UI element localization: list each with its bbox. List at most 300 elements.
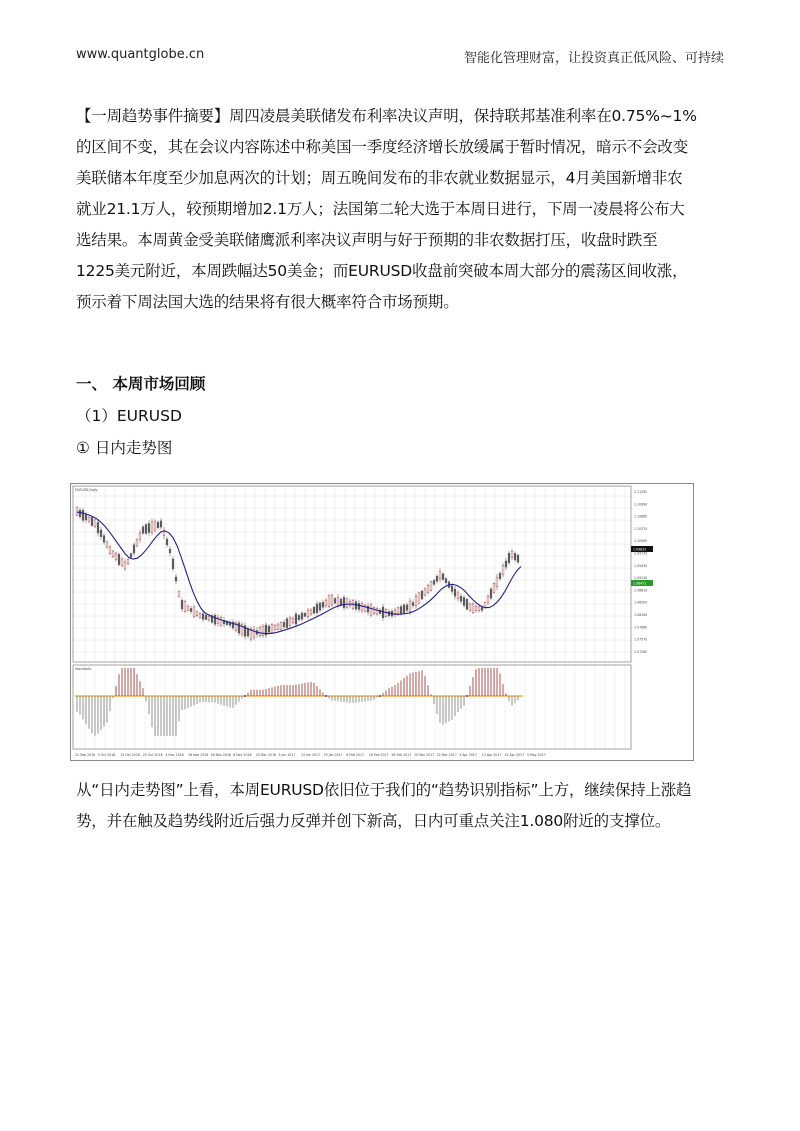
histogram-bar: [506, 693, 507, 696]
candle-body: [205, 615, 207, 619]
histogram-bar: [173, 696, 174, 736]
candle-body: [433, 580, 435, 584]
candle-body: [274, 625, 276, 629]
date-axis-label: 6 Feb 2017: [346, 753, 365, 757]
histogram-bar: [131, 668, 132, 696]
histogram-bar: [233, 696, 234, 708]
candle-body: [310, 610, 312, 614]
candle-body: [475, 607, 477, 611]
histogram-bar: [113, 696, 114, 698]
candle-body: [196, 612, 198, 615]
candle-body: [127, 560, 129, 564]
candle-body: [409, 601, 411, 612]
histogram-bar: [482, 668, 483, 696]
histogram-bar: [179, 696, 180, 721]
candle-body: [202, 614, 204, 619]
histogram-bar: [461, 696, 462, 709]
histogram-bar: [389, 688, 390, 696]
histogram-bar: [371, 696, 372, 701]
candle-body: [307, 610, 309, 617]
histogram-bar: [122, 668, 123, 696]
candle-body: [79, 510, 81, 517]
candle-body: [358, 603, 360, 609]
candle-body: [151, 522, 153, 532]
current-price-tag: 1.09833: [633, 547, 647, 552]
candle-body: [199, 614, 201, 618]
sub-panel-label: Stochastic: [75, 667, 92, 671]
analysis-paragraph: [76, 775, 724, 837]
histogram-bar: [368, 696, 369, 701]
date-axis-label: 22 Sep 2016: [75, 753, 96, 757]
candle-body: [316, 604, 318, 613]
eurusd-chart-image: [70, 483, 694, 761]
candle-body: [301, 613, 303, 619]
candle-body: [130, 554, 132, 558]
histogram-bar: [227, 696, 228, 706]
histogram-bar: [194, 696, 195, 705]
histogram-bar: [284, 685, 285, 696]
candle-body: [472, 604, 474, 613]
candle-body: [112, 551, 114, 557]
histogram-bar: [413, 673, 414, 696]
histogram-bar: [77, 696, 78, 712]
candle-body: [91, 517, 93, 525]
histogram-bar: [263, 690, 264, 696]
histogram-bar: [344, 696, 345, 702]
price-scale-label: 1.11295: [634, 490, 648, 494]
histogram-bar: [104, 696, 105, 726]
candle-body: [436, 576, 438, 581]
candle-body: [100, 530, 102, 537]
histogram-bar: [305, 683, 306, 696]
date-axis-label: 16 Nov 2016: [188, 753, 209, 757]
histogram-bar: [446, 696, 447, 723]
candle-body: [418, 593, 420, 603]
histogram-bar: [110, 696, 111, 711]
histogram-bar: [152, 696, 153, 727]
histogram-bar: [311, 682, 312, 696]
histogram-bar: [149, 696, 150, 714]
date-axis-label: 20 Dec 2016: [255, 753, 277, 757]
candle-body: [97, 522, 99, 533]
date-axis-label: 25 Oct 2016: [142, 753, 163, 757]
histogram-bar: [449, 696, 450, 721]
histogram-bar: [386, 691, 387, 696]
histogram-bar: [230, 696, 231, 707]
histogram-bar: [425, 676, 426, 696]
candle-body: [460, 596, 462, 601]
histogram-bar: [116, 686, 117, 696]
price-scale-label: 1.09735: [634, 551, 648, 556]
histogram-bar: [266, 689, 267, 696]
candle-body: [415, 596, 417, 606]
candle-body: [403, 605, 405, 613]
histogram-bar: [338, 696, 339, 701]
histogram-bar: [341, 696, 342, 702]
candle-body: [280, 622, 282, 629]
histogram-bar: [401, 680, 402, 696]
price-scale-label: 1.07880: [634, 625, 648, 630]
histogram-bar: [362, 696, 363, 702]
candle-body: [115, 554, 117, 560]
section-title: 一、 本周市场回顾: [76, 375, 206, 393]
histogram-bar: [128, 668, 129, 696]
candle-body: [247, 629, 249, 636]
histogram-bar: [92, 696, 93, 733]
candle-body: [469, 604, 471, 610]
candle-body: [325, 601, 327, 606]
candle-body: [373, 607, 375, 614]
histogram-bar: [89, 696, 90, 729]
date-axis-label: 28 Nov 2016: [210, 753, 232, 757]
candle-body: [262, 626, 264, 635]
candle-body: [295, 614, 297, 624]
histogram-bar: [440, 696, 441, 723]
main-panel-label: EURUSD,Daily: [75, 488, 98, 492]
histogram-bar: [200, 696, 201, 703]
histogram-bar: [476, 669, 477, 696]
histogram-bar: [107, 696, 108, 723]
histogram-bar: [392, 687, 393, 696]
histogram-bar: [308, 682, 309, 696]
histogram-bar: [395, 685, 396, 696]
date-axis-label: 5 May 2017: [527, 753, 546, 757]
histogram-bar: [515, 696, 516, 703]
date-axis-label: 3 Apr 2017: [459, 753, 477, 757]
candle-body: [376, 608, 378, 614]
histogram-bar: [278, 686, 279, 696]
candle-body: [190, 608, 192, 611]
candle-body: [184, 601, 186, 611]
candle-body: [271, 624, 273, 632]
histogram-bar: [95, 696, 96, 736]
histogram-bar: [452, 696, 453, 720]
histogram-bar: [509, 696, 510, 701]
histogram-bar: [443, 696, 444, 725]
price-scale-label: 1.07260: [634, 649, 648, 654]
histogram-bar: [170, 696, 171, 736]
candle-body: [331, 595, 333, 604]
candle-body: [424, 589, 426, 595]
candle-body: [157, 522, 159, 528]
candle-body: [160, 521, 162, 527]
histogram-bar: [164, 696, 165, 736]
histogram-bar: [275, 687, 276, 696]
summary-line: 【一周趋势事件摘要】周四凌晨美联储发布利率决议声明，保持联邦基准利率在0.75%~1%: [76, 107, 697, 125]
histogram-bar: [455, 696, 456, 716]
candle-body: [208, 616, 210, 620]
candle-body: [343, 597, 345, 607]
histogram-dot: [379, 695, 381, 697]
histogram-bar: [335, 696, 336, 701]
subsection-intraday-chart: ① 日内走势图: [76, 439, 173, 457]
histogram-bar: [296, 685, 297, 696]
candle-body: [214, 615, 216, 624]
histogram-bar: [422, 670, 423, 696]
histogram-bar: [134, 668, 135, 696]
candle-body: [355, 602, 357, 609]
candle-body: [508, 553, 510, 562]
histogram-bar: [473, 677, 474, 696]
histogram-bar: [161, 696, 162, 736]
summary-line: 就业21.1万人，较预期增加2.1万人；法国第二轮大选于本周日进行，下周一凌晨将公布大: [76, 200, 685, 218]
summary-line: 的区间不变，其在会议内容陈述中称美国一季度经济增长放缓属于暂时情况，暗示不会改变: [76, 138, 689, 156]
header-website: www.quantglobe.cn: [76, 47, 205, 62]
date-axis-label: 16 Feb 2017: [368, 753, 389, 757]
candle-body: [277, 624, 279, 630]
candle-body: [169, 549, 171, 553]
histogram-bar: [293, 685, 294, 696]
histogram-bar: [83, 696, 84, 719]
histogram-bar: [242, 696, 243, 699]
histogram-bar: [221, 696, 222, 705]
candle-body: [121, 559, 123, 566]
histogram-bar: [404, 678, 405, 696]
candle-body: [370, 605, 372, 615]
histogram-bar: [431, 694, 432, 696]
candle-body: [109, 547, 111, 554]
histogram-dot: [325, 695, 327, 697]
candle-body: [181, 600, 183, 609]
date-axis-label: 10 Mar 2017: [414, 753, 435, 757]
price-scale-label: 1.07570: [634, 637, 648, 642]
candle-body: [76, 508, 78, 515]
candle-body: [292, 618, 294, 622]
histogram-bar: [437, 696, 438, 714]
candle-body: [463, 598, 465, 606]
candle-body: [85, 515, 87, 520]
histogram-bar: [512, 696, 513, 706]
histogram-bar: [218, 696, 219, 704]
candle-body: [334, 598, 336, 603]
histogram-bar: [383, 693, 384, 696]
candle-body: [154, 522, 156, 530]
histogram-bar: [146, 696, 147, 701]
histogram-bar: [257, 690, 258, 696]
histogram-bar: [464, 696, 465, 706]
histogram-bar: [299, 684, 300, 696]
candle-body: [283, 622, 285, 626]
histogram-bar: [398, 683, 399, 696]
histogram-bar: [125, 668, 126, 696]
summary-paragraph: [76, 101, 724, 318]
candle-body: [175, 577, 177, 581]
histogram-bar: [320, 689, 321, 696]
histogram-bar: [260, 690, 261, 696]
histogram-bar: [182, 696, 183, 710]
candle-body: [442, 574, 444, 580]
subsection-eurusd: （1）EURUSD: [76, 407, 182, 425]
candle-body: [193, 607, 195, 617]
histogram-bar: [197, 696, 198, 704]
candle-body: [304, 613, 306, 616]
candle-body: [298, 615, 300, 619]
histogram-bar: [137, 674, 138, 696]
candle-body: [319, 603, 321, 610]
date-axis-label: 25 Apr 2017: [504, 753, 525, 757]
histogram-bar: [347, 696, 348, 703]
date-axis-label: 13 Apr 2017: [481, 753, 502, 757]
histogram-bar: [206, 696, 207, 702]
price-scale-label: 1.10685: [634, 514, 648, 519]
histogram-bar: [365, 696, 366, 701]
histogram-bar: [287, 685, 288, 696]
histogram-bar: [236, 696, 237, 705]
histogram-bar: [155, 696, 156, 736]
candle-body: [187, 606, 189, 610]
candle-body: [499, 573, 501, 578]
price-scale-label: 1.10370: [634, 526, 648, 531]
histogram-bar: [488, 668, 489, 696]
candle-body: [346, 599, 348, 608]
candle-body: [253, 629, 255, 637]
header-slogan: 智能化管理财富，让投资真正低风险、可持续: [463, 51, 724, 66]
candle-body: [400, 607, 402, 614]
candle-body: [268, 626, 270, 632]
histogram-bar: [209, 696, 210, 702]
candle-body: [178, 591, 180, 596]
candle-body: [451, 586, 453, 591]
candle-body: [511, 552, 513, 558]
summary-line: 1225美元附近，本周跌幅达50美金；而EURUSD收盘前突破本周大部分的震荡区间收涨，: [76, 262, 688, 280]
summary-line: 预示着下周法国大选的结果将有很大概率符合市场预期。: [76, 293, 459, 311]
histogram-bar: [419, 671, 420, 696]
histogram-bar: [167, 696, 168, 736]
candle-body: [457, 593, 459, 599]
histogram-bar: [410, 673, 411, 696]
candle-body: [322, 602, 324, 607]
summary-line: 选结果。本周黄金受美联储鹰派利率决议声明与好于预期的非农数据打压，收盘时跌至: [76, 231, 658, 249]
histogram-bar: [191, 696, 192, 707]
ma-price-tag: 1.08471: [633, 581, 647, 586]
candle-body: [148, 523, 150, 532]
histogram-bar: [188, 696, 189, 708]
histogram-bar: [491, 668, 492, 696]
price-scale-label: 1.10065: [634, 539, 648, 544]
histogram-bar: [494, 668, 495, 696]
candle-body: [142, 527, 144, 534]
date-axis-label: 25 Jan 2017: [323, 753, 343, 757]
summary-line: 美联储本年度至少加息两次的计划；周五晚间发布的非农就业数据显示，4月美国新增非农: [76, 169, 683, 187]
price-scale-label: 1.08190: [634, 613, 648, 617]
candle-body: [481, 607, 483, 610]
candle-body: [172, 559, 174, 569]
histogram-bar: [332, 696, 333, 701]
histogram-bar: [485, 668, 486, 696]
histogram-bar: [239, 696, 240, 702]
candle-body: [337, 598, 339, 606]
histogram-bar: [497, 668, 498, 696]
histogram-bar: [80, 696, 81, 715]
candle-body: [328, 596, 330, 607]
date-axis-label: 3 Oct 2016: [97, 753, 116, 757]
candle-body: [406, 605, 408, 610]
histogram-bar: [86, 696, 87, 724]
candle-body: [136, 540, 138, 546]
histogram-bar: [302, 684, 303, 696]
candle-body: [361, 604, 363, 611]
candle-body: [133, 545, 135, 553]
histogram-bar: [176, 696, 177, 736]
date-axis-label: 3 Jan 2017: [278, 753, 296, 757]
histogram-bar: [503, 684, 504, 696]
candle-body: [238, 623, 240, 633]
histogram-bar: [290, 685, 291, 696]
candle-body: [430, 582, 432, 591]
histogram-bar: [377, 696, 378, 698]
candle-body: [496, 577, 498, 586]
candle-body: [82, 510, 84, 520]
histogram-bar: [329, 696, 330, 699]
histogram-bar: [212, 696, 213, 702]
candle-body: [445, 579, 447, 583]
candle-body: [412, 602, 414, 605]
histogram-bar: [317, 686, 318, 696]
price-scale-label: 1.10990: [634, 502, 648, 507]
histogram-bar: [470, 686, 471, 696]
date-axis-label: 4 Nov 2016: [165, 753, 184, 757]
candle-body: [502, 566, 504, 575]
candle-body: [118, 554, 120, 564]
histogram-bar: [374, 696, 375, 700]
histogram-bar: [407, 676, 408, 696]
histogram-bar: [518, 696, 519, 700]
candle-body: [139, 533, 141, 540]
date-axis-label: 13 Oct 2016: [120, 753, 140, 757]
candle-body: [145, 525, 147, 534]
candle-body: [505, 561, 507, 567]
histogram-bar: [269, 688, 270, 696]
price-scale-label: 1.09120: [634, 576, 648, 581]
histogram-bar: [203, 696, 204, 702]
histogram-bar: [254, 690, 255, 696]
histogram-bar: [434, 696, 435, 704]
histogram-bar: [215, 696, 216, 703]
date-axis-label: 28 Feb 2017: [391, 753, 412, 757]
candle-body: [94, 520, 96, 527]
candle-body: [88, 518, 90, 522]
histogram-bar: [248, 693, 249, 696]
histogram-bar: [140, 681, 141, 696]
histogram-bar: [416, 672, 417, 696]
price-scale-label: 1.08500: [634, 600, 648, 605]
histogram-bar: [143, 688, 144, 696]
candle-body: [166, 539, 168, 545]
candle-body: [286, 619, 288, 628]
candle-body: [259, 627, 261, 635]
candle-body: [454, 589, 456, 596]
candle-body: [340, 599, 342, 605]
histogram-bar: [185, 696, 186, 709]
histogram-bar: [479, 668, 480, 696]
price-scale-label: 1.08810: [634, 588, 648, 593]
candle-body: [106, 542, 108, 547]
histogram-bar: [101, 696, 102, 730]
candle-body: [289, 618, 291, 626]
histogram-bar: [158, 696, 159, 736]
histogram-dot: [244, 695, 246, 697]
histogram-bar: [314, 683, 315, 696]
histogram-bar: [353, 696, 354, 703]
histogram-bar: [224, 696, 225, 706]
candle-body: [517, 555, 519, 562]
candle-body: [439, 572, 441, 579]
histogram-bar: [98, 696, 99, 734]
date-axis-label: 22 Mar 2017: [436, 753, 457, 757]
candle-body: [427, 585, 429, 593]
histogram-bar: [356, 696, 357, 703]
candle-body: [364, 605, 366, 611]
